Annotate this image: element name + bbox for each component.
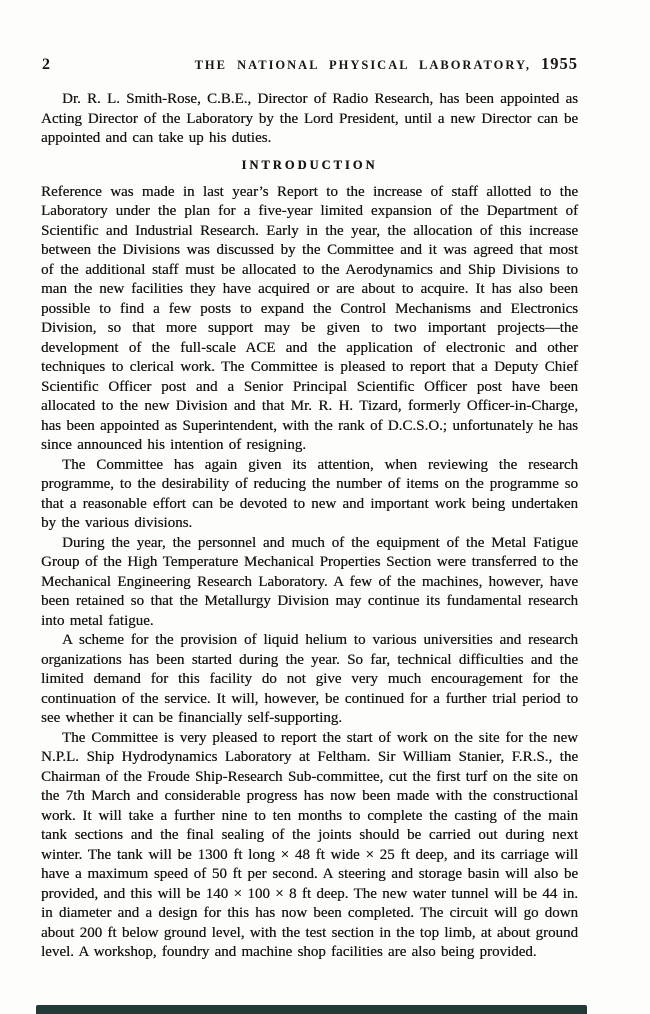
running-header — [42, 54, 578, 74]
opening-paragraph: Dr. R. L. Smith-Rose, C.B.E., Director of Radio Research, has been appointed as Acting Director of the Laboratory by the Lord President, until a new Director can be appointed and can take up his duties. — [41, 91, 578, 146]
body-paragraph-3: During the year, the personnel and much of the equipment of the Metal Fatigue Group of the High Temperature Mechanical Properties Section were transferred to the Mechanical Engineering Research Laboratory. A few of the machines, however, have been retained so that the Metallurgy Division may continue its fundamental research into metal fatigue. — [41, 534, 578, 629]
running-head-year: 1955 — [541, 54, 578, 73]
page-body — [41, 90, 578, 963]
running-head — [195, 54, 578, 74]
page-number: 2 — [42, 56, 51, 73]
body-paragraph-1: Reference was made in last year’s Report to the increase of staff allotted to the Laboratory under the plan for a five-year limited expansion of the Department of Scientific and Industrial Research. Early in the year, the allocation of this increase between the Divisions was discussed by the Committee and it was agreed that most of the additional staff must be allocated to the Aerodynamics and Ship Divisions to man the new facilities they have acquired or are about to acquire. It has also been possible to find a few posts to expand the Control Mechanisms and Electronics Division, so that more support may be given to two important projects—the development of the full-scale ACE and the application of electronic and other techniques to clerical work. The Committee is pleased to report that a Deputy Chief Scientific Officer post and a Senior Principal Scientific Officer post have been allocated to the new Division and that Mr. R. H. Tizard, formerly Officer-in-Charge, has been appointed as Superintendent, with the rank of D.C.S.O.; unfortunately he has since announced his intention of resigning. — [41, 183, 578, 453]
section-heading-introduction: INTRODUCTION — [241, 157, 378, 172]
scan-edge-artifact — [36, 1005, 587, 1014]
body-paragraph-4: A scheme for the provision of liquid helium to various universities and research organizations has been started during the year. So far, technical difficulties and the limited demand for this facility do not give very much encouragement for the continuation of the service. It will, however, be continued for a further trial period to see whether it can be financially self-supporting. — [41, 632, 578, 726]
body-paragraph-5: The Committee is very pleased to report the start of work on the site for the new N.P.L. Ship Hydrodynamics Laboratory at Feltham. Sir William Stanier, F.R.S., the Chairman of the Froude Ship-Research Sub-committee, cut the first turf on the site on the 7th March and considerable progress has now been made with the constructional work. It will take a further nine to ten months to complete the casting of the main tank sections and the final sealing of the joints should be carried out during next winter. The tank will be 1300 ft long × 48 ft wide × 25 ft deep, and its carriage will have a maximum speed of 50 ft per second. A steering and storage basin will also be provided, and this will be 140 × 100 × 8 ft deep. The new water tunnel will be 44 in. in diameter and a design for this has now been completed. The circuit will go down about 200 ft below ground level, with the test section in the top limb, at about ground level. A workshop, foundry and machine shop facilities are also being provided. — [41, 729, 578, 960]
body-paragraph-2: The Committee has again given its attention, when reviewing the research programme, to the desirability of reducing the number of items on the programme so that a reasonable effort can be devoted to new and important work being undertaken by the various divisions. — [41, 456, 578, 531]
running-head-title: THE NATIONAL PHYSICAL LABORATORY, — [194, 58, 531, 72]
